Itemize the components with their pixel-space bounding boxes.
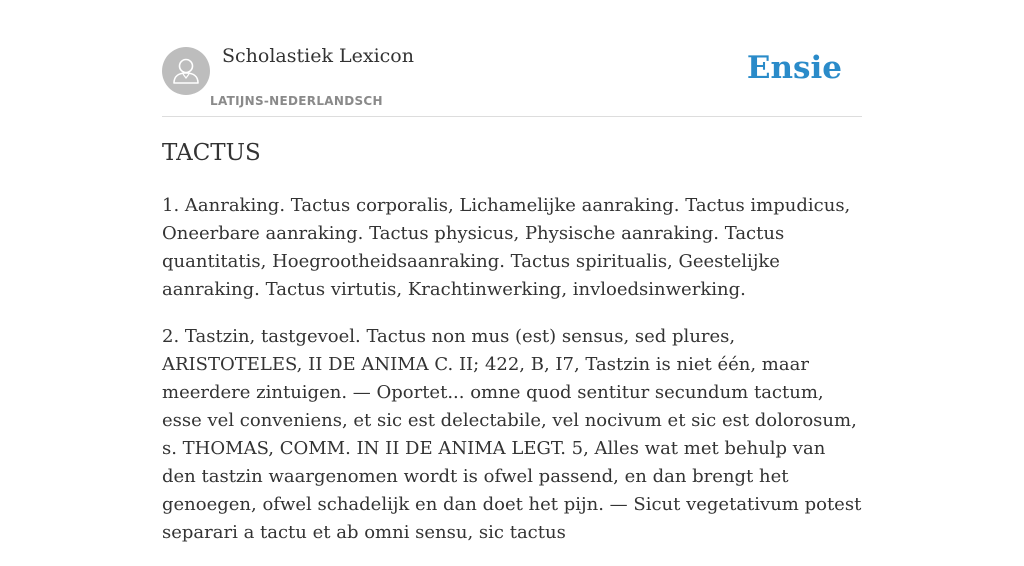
lexicon-title-link[interactable]: Scholastiek Lexicon [222, 45, 414, 67]
lexicon-subtitle: LATIJNS-NEDERLANDSCH [210, 94, 383, 108]
entry-title: TACTUS [162, 140, 261, 166]
entry-paragraph: 1. Aanraking. Tactus corporalis, Lichamelijke aanraking. Tactus impudicus, Oneerbare aanraking. Tactus physicus, Physische aanraking. Tactus quantitatis, Hoegrootheidsaanraking. Tactus spiritualis, Geestelijke aanraking. Tactus virtutis, Krachtinwerking, invloedsinwerking. [162, 195, 851, 300]
content-container [162, 0, 862, 543]
avatar[interactable] [162, 47, 210, 95]
lexicon-header [162, 0, 862, 117]
user-silhouette-icon [162, 47, 210, 95]
ensie-logo[interactable]: Ensie [746, 50, 842, 86]
entry-body [162, 192, 862, 566]
entry-paragraph: 2. Tastzin, tastgevoel. Tactus non mus (est) sensus, sed plures, ARISTOTELES, II DE ANIMA C. II; 422, B, I7, Tastzin is niet één, maar meerdere zintuigen. — Oportet... omne quod sentitur secundum tactum, esse vel conveniens, et sic est delectabile, vel nocivum et sic est dolorosum, s. THOMAS, COMM. IN II DE ANIMA LEGT. 5, Alles wat met behulp van den tastzin waargenomen wordt is ofwel passend, en dan brengt het genoegen, ofwel schadelijk en dan doet het pijn. — Sicut vegetativum potest separari a tactu et ab omni sensu, sic tactus [162, 326, 862, 543]
